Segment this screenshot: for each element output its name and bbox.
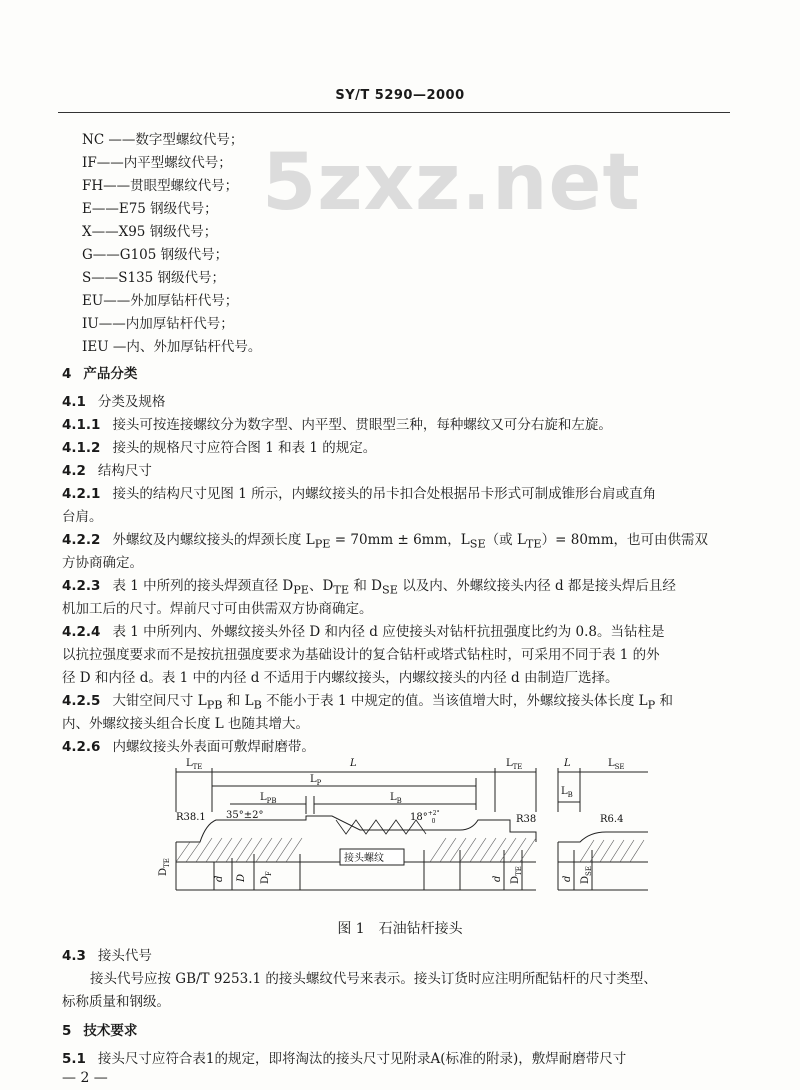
label-d-te-left: $D_{TE}$ — [158, 858, 171, 876]
watermark: 5zxz.net — [262, 138, 641, 228]
label-d-outer: D — [236, 873, 247, 882]
clause-4-3-text: 接头代号应按 GB/T 9253.1 的接头螺纹代号来表示。接头订货时应注明所配钻杆的尺寸类型、 — [90, 971, 657, 987]
clause-4-2-4-cont2: 径 D 和内径 d。表 1 中的内径 d 不适用于内螺纹接头，内螺纹接头的内径 d 由制造厂选择。 — [62, 670, 619, 686]
abbr-if: IF——内平型螺纹代号； — [82, 155, 232, 171]
label-angle-18: 18°$^{+2^\circ}$ 0 — [410, 810, 440, 825]
abbr-s: S——S135 钢级代号； — [82, 270, 226, 286]
abbr-iu: IU——内加厚钻杆代号； — [82, 316, 234, 332]
thread-label: 接头螺纹 — [344, 853, 384, 864]
clause-4-2-5-cont: 内、外螺纹接头组合长度 L 也随其增大。 — [62, 716, 310, 732]
clause-4-2-3-cont: 机加工后的尺寸。焊前尺寸可由供需双方协商确定。 — [62, 601, 373, 617]
clause-4-1-1: 4.1.1 接头可按连接螺纹分为数字型、内平型、贯眼型三种，每种螺纹又可分右旋和左旋。 — [62, 417, 612, 433]
header-rule — [58, 112, 730, 113]
abbr-x: X——X95 钢级代号； — [82, 224, 218, 240]
label-l-te-right: $L_{TE}$ — [506, 758, 523, 771]
clause-4-3-text-cont: 标称质量和钢级。 — [62, 994, 170, 1010]
clause-4-2-1: 4.2.1 接头的结构尺寸见图 1 所示，内螺纹接头的吊卡扣合处根据吊卡形式可制成锥形台肩或直角 — [62, 486, 657, 502]
clause-4-2-1-cont: 台肩。 — [62, 509, 103, 525]
clause-4-2-4: 4.2.4 表 1 中所列内、外螺纹接头外径 D 和内径 d 应使接头对钻杆抗扭强度比约为 0.8。当钻柱是 — [62, 624, 665, 640]
clause-4-3: 4.3 接头代号 — [62, 948, 152, 964]
label-l-pb: $L_{PB}$ — [260, 792, 277, 805]
label-r6-4: R6.4 — [600, 814, 624, 825]
label-d-inner-2: d — [492, 875, 503, 882]
abbr-eu: EU——外加厚钻杆代号； — [82, 293, 239, 309]
label-l-se: $L_{SE}$ — [608, 758, 625, 771]
section-5-heading: 5 技术要求 — [62, 1023, 138, 1039]
clause-4-2-2-cont: 方协商确定。 — [62, 555, 143, 571]
figure-caption: 图 1 石油钻杆接头 — [337, 921, 463, 937]
clause-5-1: 5.1 接头尺寸应符合表1的规定，即将淘汰的接头尺寸见附录A(标准的附录)，敷焊耐磨带尺寸 — [62, 1051, 627, 1067]
abbr-g: G——G105 钢级代号； — [82, 247, 229, 263]
label-l-small: L — [564, 758, 571, 769]
label-r38: R38 — [516, 814, 537, 825]
section-4-heading: 4 产品分类 — [62, 366, 138, 382]
clause-4-2-2: 4.2.2 外螺纹及内螺纹接头的焊颈长度 $L_{PE} = 70mm \pm 6mm$，$L_{SE}$（或 $L_{TE})= 80mm$，也可由供需双 — [62, 532, 709, 551]
label-d-te-right: $D_{TE}$ — [510, 866, 523, 884]
label-d-se: $D_{SE}$ — [580, 866, 593, 884]
clause-4-1-2: 4.1.2 接头的规格尺寸应符合图 1 和表 1 的规定。 — [62, 440, 377, 456]
drill-pipe-tool-joint-figure — [160, 750, 650, 910]
label-l-te-left: $L_{TE}$ — [186, 758, 203, 771]
label-r38-1: R38.1 — [176, 812, 206, 823]
label-angle-35: 35°±2° — [226, 810, 264, 821]
label-d-f: $D_F$ — [260, 871, 273, 884]
abbr-ieu: IEU —内、外加厚钻杆代号。 — [82, 339, 262, 355]
clause-4-2-6: 4.2.6 内螺纹接头外表面可敷焊耐磨带。 — [62, 739, 315, 755]
clause-4-2-4-cont1: 以抗拉强度要求而不是按抗扭强度要求为基础设计的复合钻杆或塔式钻柱时，可采用不同于表 1 的外 — [62, 647, 660, 663]
clause-4-2: 4.2 结构尺寸 — [62, 463, 152, 479]
clause-4-2-3: 4.2.3 表 1 中所列的接头焊颈直径 $D_{PE}$、$D_{TE}$ 和 $D_{SE}$ 以及内、外螺纹接头内径 d 都是接头焊后且经 — [62, 578, 676, 597]
abbr-nc: NC ——数字型螺纹代号； — [82, 132, 244, 148]
label-l: L — [350, 758, 357, 769]
abbr-fh: FH——贯眼型螺纹代号； — [82, 178, 239, 194]
clause-4-1: 4.1 分类及规格 — [62, 394, 166, 410]
label-d-inner-3: d — [562, 875, 573, 882]
page-number: — 2 — — [62, 1070, 108, 1086]
label-l-b-right: $L_B$ — [561, 786, 573, 799]
clause-4-2-5: 4.2.5 大钳空间尺寸 $L_{PB}$ 和 $L_B$ 不能小于表 1 中规定的值。当该值增大时，外螺纹接头体长度 $L_P$ 和 — [62, 693, 673, 712]
standard-number: SY/T 5290—2000 — [335, 88, 465, 103]
label-d-inner-1: d — [214, 875, 225, 882]
label-l-p: $L_P$ — [310, 774, 322, 787]
abbr-e: E——E75 钢级代号； — [82, 201, 218, 217]
label-l-b: $L_B$ — [390, 792, 402, 805]
